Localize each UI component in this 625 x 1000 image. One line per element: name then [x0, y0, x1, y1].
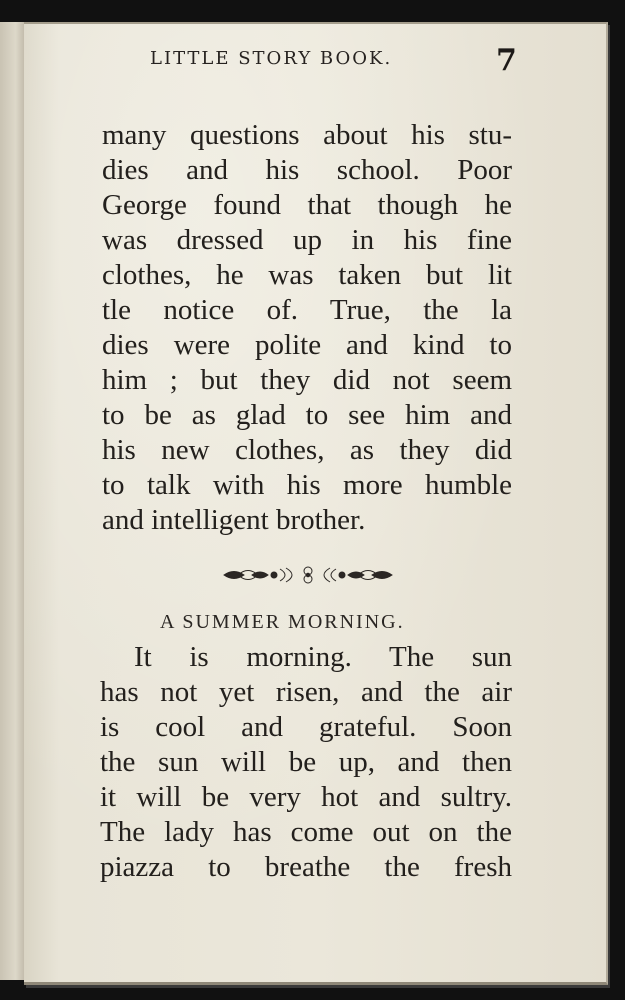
text-line: clothes, he was taken but lit — [102, 259, 512, 291]
text-line: dies and his school. Poor — [102, 154, 512, 186]
text-line: piazza to breathe the fresh — [100, 851, 512, 883]
previous-page-edge — [0, 22, 27, 980]
text-line: It is morning. The sun — [134, 641, 512, 673]
text-line: has not yet risen, and the air — [100, 676, 512, 708]
section-title: A SUMMER MORNING. — [160, 611, 405, 633]
text-line: The lady has come out on the — [100, 816, 512, 848]
text-line: to be as glad to see him and — [102, 399, 512, 431]
text-line: George found that though he — [102, 189, 512, 221]
paragraph-summer-morning — [100, 640, 512, 885]
paragraph-george — [102, 118, 512, 538]
text-line: him ; but they did not seem — [102, 364, 512, 396]
text-line: to talk with his more humble — [102, 469, 512, 501]
floral-divider-icon — [220, 560, 396, 590]
text-line: it will be very hot and sultry. — [100, 781, 512, 813]
text-line: his new clothes, as they did — [102, 434, 512, 466]
text-line: many questions about his stu- — [102, 119, 512, 151]
running-head: LITTLE STORY BOOK. — [150, 48, 393, 69]
text-line: is cool and grateful. Soon — [100, 711, 512, 743]
text-line: tle notice of. True, the la — [102, 294, 512, 326]
text-line: and intelligent brother. — [102, 504, 366, 536]
text-line: the sun will be up, and then — [100, 746, 512, 778]
text-line: was dressed up in his fine — [102, 224, 512, 256]
text-line: dies were polite and kind to — [102, 329, 512, 361]
page-number: 7 — [496, 43, 517, 78]
